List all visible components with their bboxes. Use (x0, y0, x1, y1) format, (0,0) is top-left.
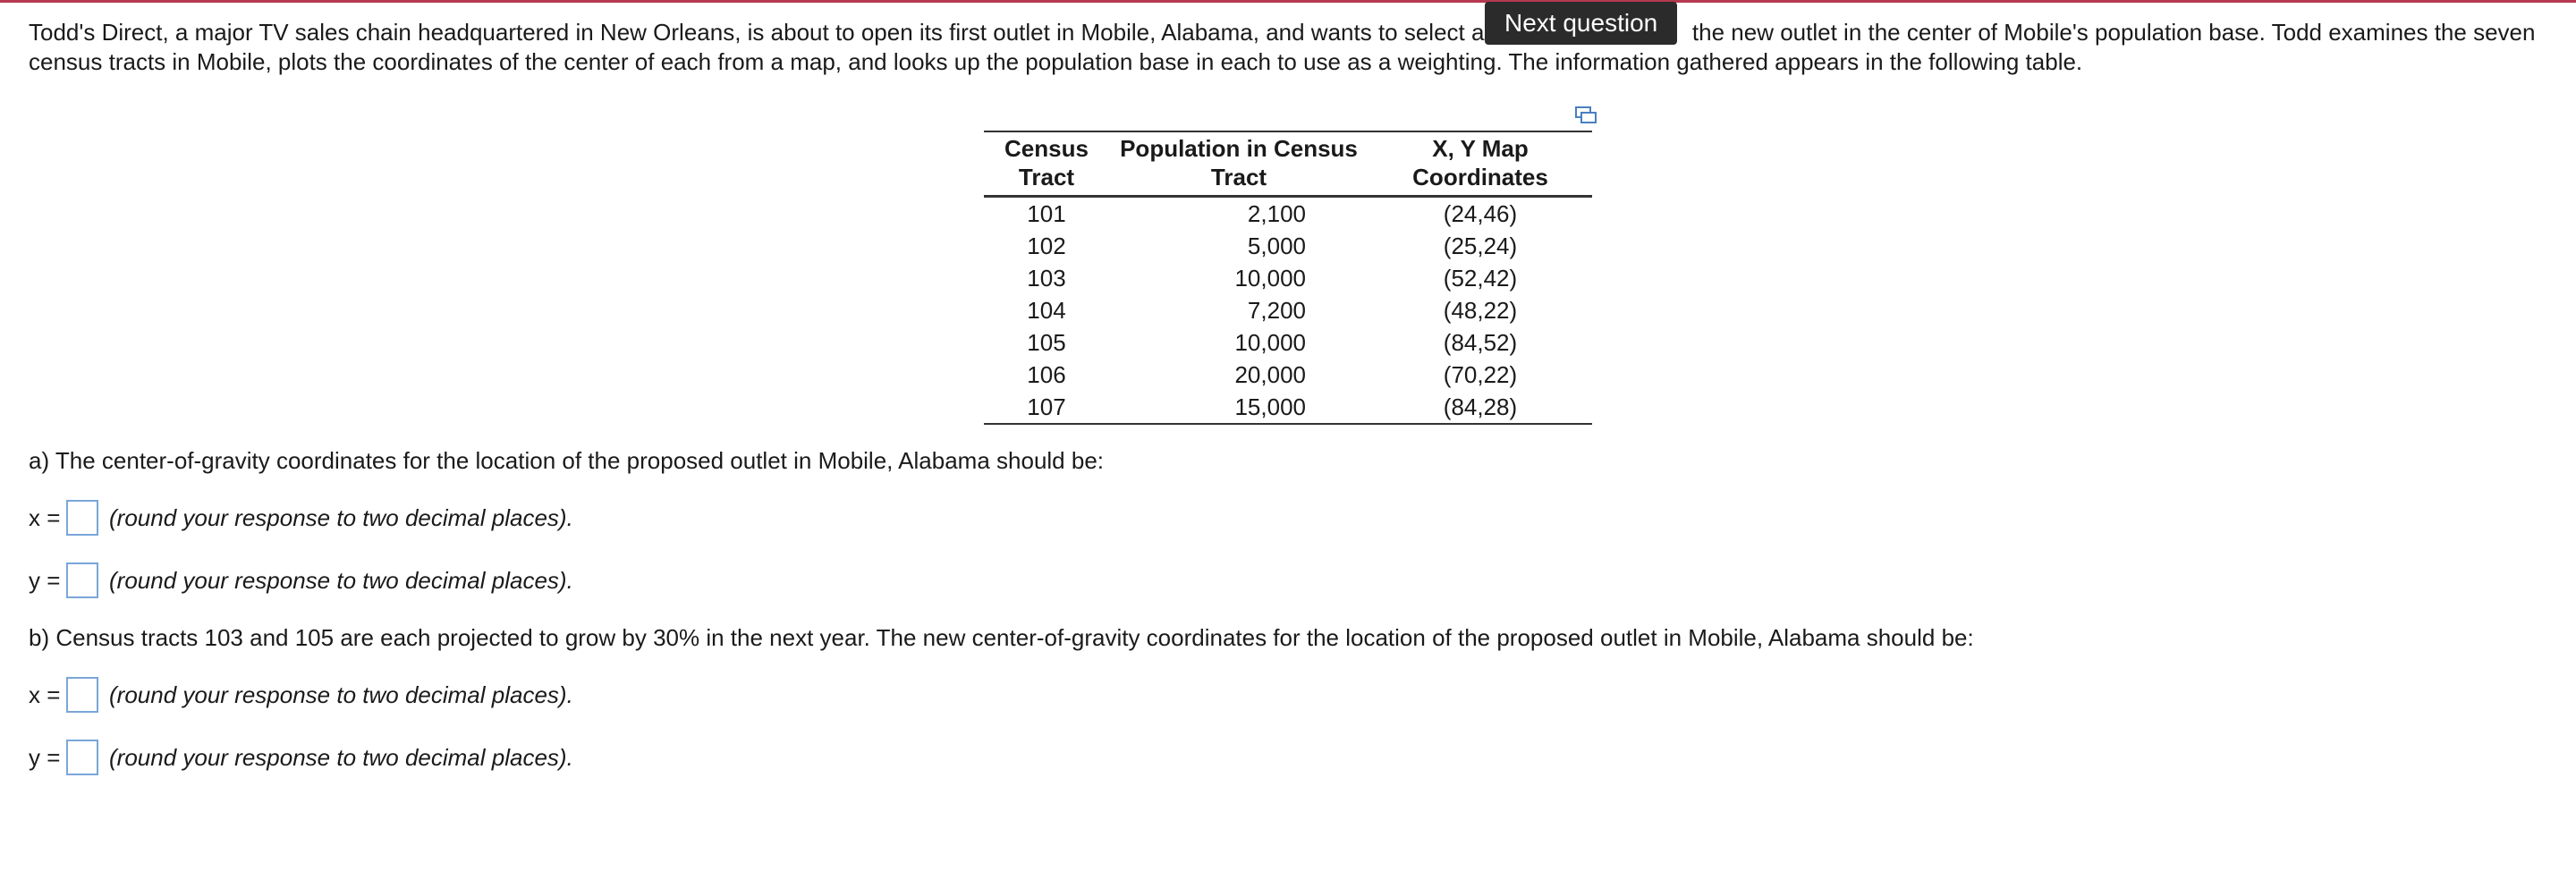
header-coordinates: X, Y Map Coordinates (1412, 135, 1548, 190)
part-b-x-row (29, 677, 573, 713)
cell-coordinates: (52,42) (1443, 265, 1518, 292)
part-b-x-input[interactable] (66, 677, 98, 713)
cell-population: 7,200 (1247, 297, 1306, 324)
cell-coordinates: (48,22) (1443, 297, 1518, 324)
table-row (984, 294, 1592, 326)
header-census-tract: Census Tract (1004, 135, 1089, 190)
table-row (984, 262, 1592, 294)
table-row (984, 326, 1592, 359)
part-a-x-hint: (round your response to two decimal places). (109, 503, 573, 531)
cell-coordinates: (25,24) (1443, 233, 1518, 259)
cell-coordinates: (84,52) (1443, 329, 1518, 356)
part-a-y-input[interactable] (66, 562, 98, 598)
census-table (984, 131, 1592, 425)
top-accent-rule (0, 0, 2576, 3)
problem-statement (29, 18, 2547, 77)
intro-line2: census tracts in Mobile, plots the coordinates of the center of each from a map, and looks up the population base in each to use as a weighting. The information gathered appears in the following table. (29, 48, 2083, 75)
part-a-y-label: y = (29, 566, 61, 594)
part-b-y-hint: (round your response to two decimal places). (109, 743, 573, 771)
part-a-x-row (29, 500, 573, 536)
part-b-y-row (29, 740, 573, 775)
cell-population: 20,000 (1234, 361, 1306, 388)
part-a-y-hint: (round your response to two decimal places). (109, 566, 573, 594)
table-row (984, 230, 1592, 262)
part-b-y-label: y = (29, 743, 61, 771)
cell-tract: 102 (1027, 233, 1066, 259)
next-question-tooltip[interactable]: Next question (1485, 2, 1677, 45)
cell-tract: 101 (1027, 200, 1066, 227)
copy-table-icon[interactable] (1574, 106, 1597, 125)
intro-line1-end: the new outlet in the center of Mobile's population base. Todd examines the seven (1691, 19, 2536, 46)
part-b-x-hint: (round your response to two decimal places). (109, 681, 573, 708)
cell-population: 2,100 (1247, 200, 1306, 227)
part-a-y-row (29, 562, 573, 598)
part-b-prompt: b) Census tracts 103 and 105 are each projected to grow by 30% in the next year. The new center-of-gravity coordinates for the location of the proposed outlet in Mobile, Alabama should be: (29, 624, 1974, 651)
part-a-prompt: a) The center-of-gravity coordinates for the location of the proposed outlet in Mobile, Alabama should be: (29, 447, 1105, 474)
table-row (984, 391, 1592, 424)
cell-tract: 103 (1027, 265, 1066, 292)
cell-tract: 105 (1027, 329, 1066, 356)
part-a-x-input[interactable] (66, 500, 98, 536)
cell-population: 10,000 (1234, 265, 1306, 292)
part-b-x-label: x = (29, 681, 61, 708)
header-population: Population in Census Tract (1120, 135, 1358, 190)
table-row (984, 197, 1592, 231)
cell-population: 15,000 (1234, 393, 1306, 420)
cell-tract: 104 (1027, 297, 1066, 324)
part-a-x-label: x = (29, 503, 61, 531)
cell-population: 5,000 (1247, 233, 1306, 259)
table-row (984, 359, 1592, 391)
part-b-y-input[interactable] (66, 740, 98, 775)
cell-coordinates: (24,46) (1443, 200, 1518, 227)
cell-tract: 107 (1027, 393, 1066, 420)
cell-tract: 106 (1027, 361, 1066, 388)
table-header-row (984, 131, 1592, 197)
cell-coordinates: (70,22) (1443, 361, 1518, 388)
cell-coordinates: (84,28) (1443, 393, 1518, 420)
intro-line1-start: Todd's Direct, a major TV sales chain headquartered in New Orleans, is about to open its first outlet in Mobile, Alabama, and wants to select a (29, 19, 1485, 46)
cell-population: 10,000 (1234, 329, 1306, 356)
